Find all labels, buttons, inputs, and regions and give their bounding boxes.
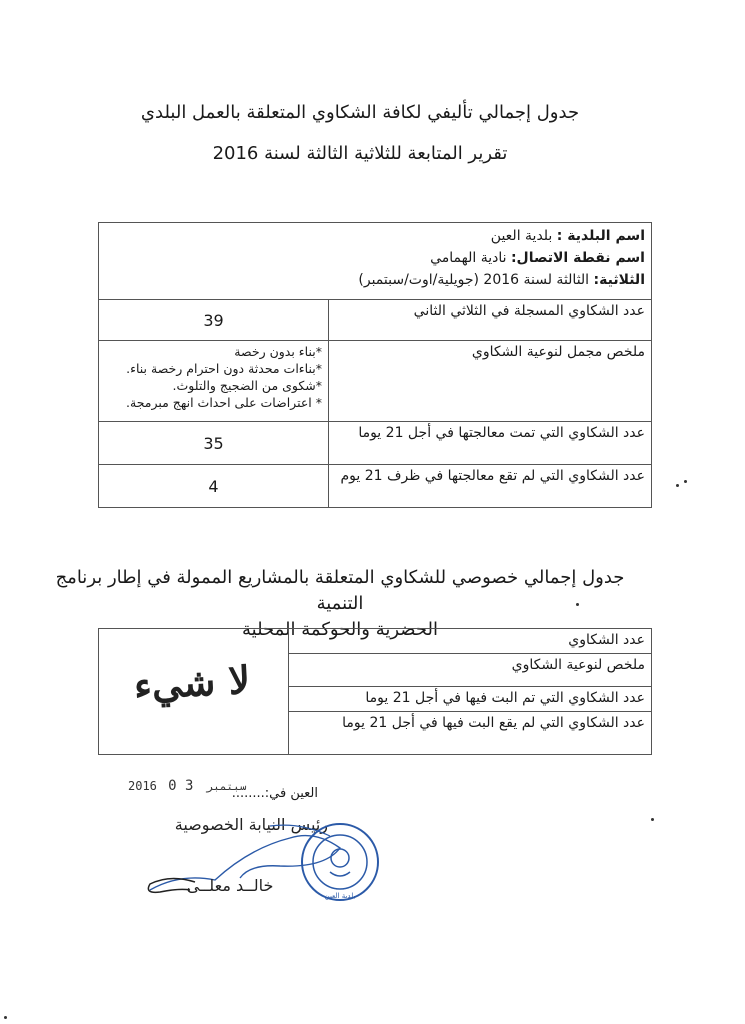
- row-label: عدد الشكاوي المسجلة في الثلاثي الثاني: [329, 300, 652, 341]
- stamp-text: بلدية العين: [324, 892, 356, 900]
- scan-speck: [4, 1016, 7, 1019]
- summary-table: [98, 222, 652, 508]
- municipality-value: بلدية العين: [490, 228, 553, 244]
- signatory-name: خالــد معلــى: [186, 876, 274, 895]
- document-title: جدول إجمالي تأليفي لكافة الشكاوي المتعلقة بالعمل البلدي: [140, 102, 580, 123]
- row-value: 39: [99, 300, 329, 341]
- list-item: *شكوى من الضجيج والتلوث.: [172, 378, 322, 393]
- quarter-value: الثالثة لسنة 2016 (جويلية/اوت/سبتمبر): [358, 272, 590, 288]
- table-row-header-info: [99, 223, 652, 300]
- date-year: 2016: [128, 779, 157, 793]
- table-row: [99, 465, 652, 508]
- row-label: عدد الشكاوي التي تمت معالجتها في أجل 21 يوما: [329, 422, 652, 465]
- row-label: ملخص لنوعية الشكاوي: [289, 654, 652, 687]
- document-subtitle: تقرير المتابعة للثلاثية الثالثة لسنة 2016: [212, 143, 508, 164]
- complaints-summary-list: [99, 341, 329, 422]
- quarter-label: الثلاثية:: [593, 272, 645, 288]
- row-label: عدد الشكاوي: [289, 629, 652, 654]
- section2-title-line2: الحضرية والحوكمة المحلية: [241, 619, 439, 640]
- list-item: *بناء بدون رخصة: [234, 344, 322, 359]
- row-label: ملخص مجمل لنوعية الشكاوي: [329, 341, 652, 422]
- table-row: [99, 629, 652, 654]
- signatory-title: رئيس النيابة الخصوصية: [174, 815, 328, 834]
- contact-line: [105, 247, 645, 269]
- contact-value: نادية الهمامي: [430, 250, 507, 266]
- scan-speck: [676, 484, 679, 487]
- handwritten-nothing: لا شيء: [132, 656, 252, 709]
- row-label: عدد الشكاوي التي تم البت فيها في أجل 21 يوما: [289, 687, 652, 712]
- table-row: [99, 341, 652, 422]
- row-label: عدد الشكاوي التي لم يقع البت فيها في أجل 21 يوما: [289, 712, 652, 755]
- table-row: [99, 422, 652, 465]
- row-value: 4: [99, 465, 329, 508]
- list-item: *بناءات محدثة دون احترام رخصة بناء.: [126, 361, 322, 376]
- official-stamp: [302, 824, 378, 900]
- place-date-label: العين في:........: [231, 786, 318, 801]
- row-label: عدد الشكاوي التي لم تقع معالجتها في ظرف 21 يوم: [329, 465, 652, 508]
- quarter-line: [105, 269, 645, 291]
- date-month: سبتمبر: [206, 780, 247, 793]
- list-item: * اعتراضات على احداث انهج مبرمجة.: [126, 395, 322, 410]
- municipality-line: [105, 225, 645, 247]
- scan-speck: [576, 603, 579, 606]
- municipality-label: اسم البلدية :: [556, 228, 645, 244]
- table-row: [99, 300, 652, 341]
- handwritten-date: [128, 778, 246, 794]
- contact-label: اسم نقطة الاتصال:: [510, 250, 645, 266]
- scan-speck: [684, 480, 687, 483]
- row-value: 35: [99, 422, 329, 465]
- scan-speck: [651, 818, 654, 821]
- section2-title-line1: جدول إجمالي خصوصي للشكاوي المتعلقة بالمشاريع الممولة في إطار برنامج التنمية: [55, 567, 625, 614]
- date-day: 3 0: [168, 778, 194, 794]
